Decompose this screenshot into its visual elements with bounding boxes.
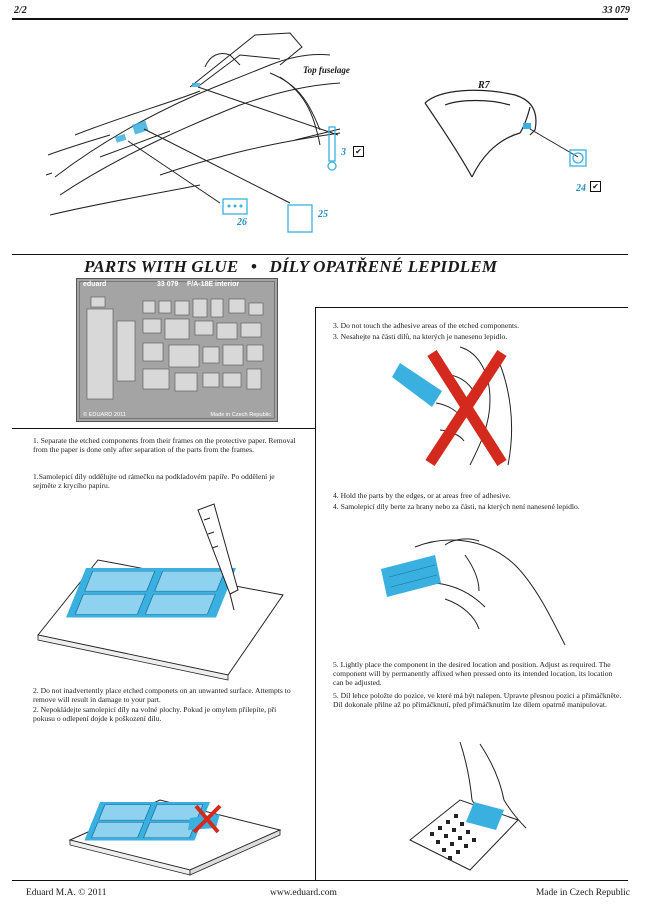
glue-title-separator: • [250,257,258,276]
fret-copyright: © EDUARD 2011 [83,412,126,418]
fret-image [76,278,278,422]
part-25-shape [287,204,313,239]
glue-title-en: PARTS WITH GLUE [84,257,239,276]
step-3-en: 3. Do not touch the adhesive areas of the etched components. [333,321,519,330]
glue-title [84,257,584,277]
part-3-shape [326,126,338,177]
step-2-illustration [70,770,290,880]
section-rule [12,254,628,255]
page-number: 2/2 [14,5,27,16]
part-25-label: 25 [318,209,328,220]
step-1-cz: 1.Samolepicí díly oddělujte od rámečku na podkladovém papíře. Po oddělení je sejměte z krycího papíru. [33,472,275,491]
top-fuselage-caption: Top fuselage [303,65,350,75]
part-24-label: 24 [576,183,586,194]
step-4-en: 4. Hold the parts by the edges, or at areas free of adhesive. [333,491,511,500]
step-2-en: 2. Do not inadvertently place etched componets on an unwanted surface. Attempts to remove will result in damage to your part. [33,686,291,705]
r7-canopy-diagram [420,85,600,200]
checkmark-icon: ✔ [590,181,601,192]
fuselage-diagram [40,25,400,245]
fret-code: 33 079 [157,281,179,288]
middle-divider [315,307,316,880]
header-rule [12,18,628,20]
step-1-illustration [38,500,298,685]
step-5-cz: 5. Díl lehce položte do pozice, ve které má být nalepen. Upravte přesnou pozici a přimáčkněte. Díl dokonale přilne až po přimáčknutí, před přimáčknutím lze dílem opatrně manipulovat. [333,691,622,710]
fret-made-in: Made in Czech Republic [210,412,271,418]
footer-made-in: Made in Czech Republic [535,888,630,898]
step-3-cz: 3. Nesahejte na části dílů, na kterých je naneseno lepidlo. [333,332,508,341]
fret-brand: eduard [83,281,107,288]
footer-website[interactable]: www.eduard.com [270,888,337,898]
catalog-number: 33 079 [602,5,630,16]
part-3-label: 3 [341,147,346,158]
step-4-cz: 4. Samolepicí díly berte za hrany nebo za části, na kterých není nanesené lepidlo. [333,502,580,511]
step-4-illustration [375,525,575,660]
checkmark-icon: ✔ [353,146,364,157]
right-box-top [315,307,628,308]
r7-label: R7 [478,80,490,91]
footer-rule [12,880,628,881]
fret-name: F/A-18E interior [187,281,240,288]
left-box-top [12,428,315,429]
step-5-en: 5. Lightly place the component in the desired location and position. Adjust as required. The component will by permanently affixed when pressed onto its intended location, its location can be adjusted. [333,660,613,688]
step-2-cz: 2. Nepokládejte samolepicí díly na volné plochy. Pokud je omylem přilepíte, při pokusu o odlepení dojde k poškození dílu. [33,705,277,724]
footer-copyright: Eduard M.A. © 2011 [26,888,107,898]
step-1-en: 1. Separate the etched components from their frames on the protective paper. Removal from the paper is done only after separation of the parts from the frames. [33,436,296,455]
step-3-illustration [390,345,530,480]
part-26-label: 26 [237,217,247,228]
glue-title-cz: DÍLY OPATŘENÉ LEPIDLEM [269,257,498,276]
step-5-illustration [400,740,530,880]
